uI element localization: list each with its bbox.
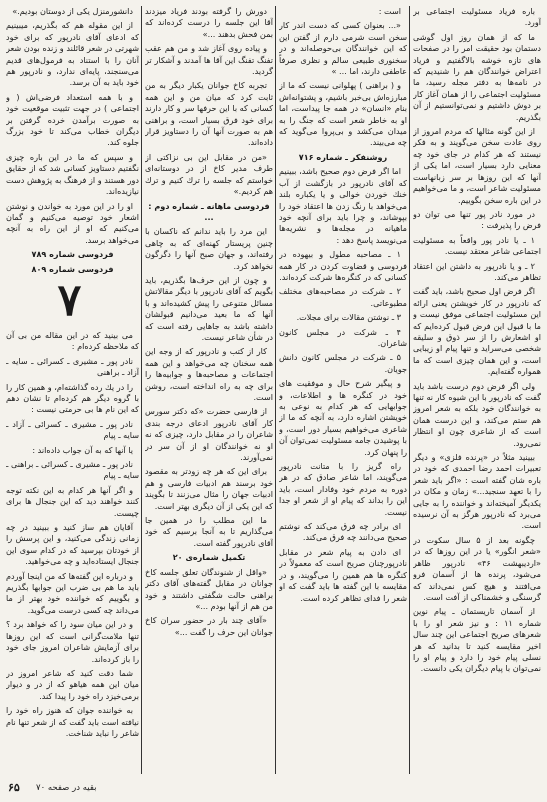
paragraph: ما كه از همان روز اول گوشی دستمان بود حقيقت امر را در صفحات های تازه خوشه بالاگفتيم و فرياد اعتراض خوانندگان هم را شنيديم كه در نامه‌ها به دفتر مجله رسيد، ما مسئوليت اجتماعی را از همان آغاز كار بر دوش داشتيم و نمی‌توانستيم از آن بگذريم. [413,31,541,122]
paragraph: ۳ ـ نوشتن مقالات برای مجلات. [296,312,401,323]
paragraph: ای برادر چه فرق می‌كند كه نوشتم صحيح می‌دانند چه فرق می‌كند. [279,521,407,543]
text-column-2 [279,6,407,776]
column-divider [409,6,410,774]
paragraph: و اگر آنها هر كدام به اين نكته توجه كنند خواهند ديد كه اين جنجال ها برای چيست. [6,484,139,518]
paragraph: ۱ ـ مصاحبه مطول و بيهوده در فردوسی و قضاوت كردن در كار همه كسانی كه در كنگره‌ها شركت كرده‌اند. [279,249,407,282]
column-divider [141,6,142,774]
paragraph: نادر پور ـ مشيری ـ كسرائی ـ براهنی ـ سايه ـ پيام [6,459,139,481]
continued-note: بقيه در صفحه ۷۰ [36,783,97,793]
text-column-1 [413,6,541,776]
paragraph: آقايان هم ساز كنيد و ببينيد در چه زمانی زندگی می‌كنيد، و اين پرسش را از خودتان بپرسيد كه در كدام سوی اين جنجال ايستاده‌ايد و چه می‌خواهيد. [6,522,139,567]
paragraph: بيينيد مثلاً در «پرنده فلزی» و ديگر تعبيرات احمد رضا احمدی كه خود در باره شان گفته است : «اگر بايد شعر را با تعهد سنجيد...» زمان و مكان در يكديگر آميخته‌اند و خواننده را به جايی می‌برد كه نادرپور هرگز به آن نرسيده است. [413,452,541,531]
paragraph: و سپس كه ما در اين باره چيزی نگفتيم دستاويز كسانی شد كه از حقايق دور هستند و از فرهنگ به پژوهش دست نيازيده‌اند. [6,151,139,197]
page-number: ۶۵ [8,781,20,794]
paragraph: به خواننده جوان كه هنوز راه خود را نيافته است بايد گفت كه از شعر تنها نام شاعر را نبايد شناخت. [6,705,139,738]
paragraph: ما اين مطلب را در همين جا می‌گذاريم تا به آنجا برسيم كه خود آقای نادرپور گفته است. [145,515,273,548]
paragraph: «واقل از شنوندگان تعلق جلسه كاخ جوانان در مقابل گفته‌های آقای دكتر براهنی حالت شگفتی داشتند و خود من هم از آنها بودم ...» [145,566,273,611]
paragraph: «آقای چند بار در حضور سران كاخ جوانان اين حرف را گفت ...» [145,615,273,637]
paragraph: او را در اين مورد به خواندن و نوشتن اشعار خود توصيه می‌كنيم و گمان می‌كنيم كه او از اين راه به آنچه می‌خواهد برسد. [6,200,139,245]
paragraph: اگر فرض اول صحيح باشد، بايد گفت كه نادرپور در كار خويشتن يعنی ارائه اين مسئوليت اجتماعی موفق نيست و ما با قبول اين فرض قبول كرده‌ايم كه او اشعارش را از سر ذوق و سليقه شخصی می‌سرايد و تنها پيام او زيبايی است، و اين همان چيزی است كه ما همواره گفته‌ايم. [413,286,541,377]
paragraph: را در يك رده گذاشته‌ام، و همين كار را با گروه ديگر هم كرده‌ام تا نشان دهم كه اين نام ها بی حرمتی نيست : [6,381,139,415]
paragraph: اين مرد را بايد ندانم كه ناكسان با چنين پريستار كهنه‌ای كه به چاهی رفته‌اند، و جهان صبح آنها را دگرگون نخواهد كرد. [145,226,273,271]
paragraph: و درباره اين گفته‌ها كه من اينجا آوردم بايد ما هم بی ضرب اين جوابها بگذريم و بگوييم كه خواننده خود بهتر از ما می‌داند چه كسی درست می‌گويد. [6,570,139,615]
paragraph: دانشورمنزل يكی از دوستان بوديم.» [12,6,133,16]
text-column-3 [145,6,273,776]
paragraph: تجربه كاخ جوانان يكبار ديگر به من ثابت كرد كه ميان من و اين همه كسانی كه با اين حرفها سر و كار دارند برای خود فرق بسيار است، و براهنی هم به صورت آنها آن را دستاويز قرار داده‌اند. [145,80,273,148]
paragraph: از آسمان تاريستمان ـ پيام نوين شماره ۱۱ : و نيز شعر او را با شعرهای صريح اجتماعی اين چند سال اخير مقايسه كنيد تا بدانيد كه هر نسلی پيام خود را دارد و پيام او را نمی‌توان با پيام ديگران يكی دانست. [413,606,541,674]
paragraph: نادر پور ـ مشيری ـ كسرائی ـ سايه ـ آزاد ـ براهنی [6,355,139,378]
text-column-4 [6,6,139,776]
paragraph: ولی اگر فرض دوم درست باشد بايد گفت كه نادرپور با اين شيوه كار نه تنها به خوانندگان خود بلكه به شعر امروز هم ستم می‌كند، و اين درست همان است كه از شاعری چون او انتظار نمی‌رود. [413,380,541,448]
paragraph: ۲ ـ و يا نادرپور به داشتن اين اعتقاد تظاهر می‌كند. [413,260,541,282]
paragraph: ۴ ـ شركت در مجلس كانون شاعران. [279,326,407,348]
paragraph: از اين مقوله هم كه بگذريم، ميبينيم كه ادعای آقای نادرپور كه برای خود شهرتی در شعر قائلند و زنده بودن شعر آنان را با استناد به فرمول‌های قديم می‌سنجند، پايه‌ای ندارد، و نادرپور هم خود بايد به آن برسد. [6,20,139,88]
paragraph: ۱ ـ يا نادر پور واقعاً به مسئوليت اجتماعی شاعر معتقد نيست. [413,234,541,257]
section-number: ۷ [57,274,82,326]
paragraph: ۵ ـ شركت در مجلس كانون دانش جويان. [279,352,407,374]
paragraph: چگونه بعد از ۵ سال سكوت در «شعر انگور» يا در اين روزها كه در «ارديبهشت ۴۶» نادرپور ظاهر می‌شود، پرنده ها از آسمان فرو می‌افتند و هيچ كس نمی‌داند كه گرسنگی و خشمناكی از آفت است. [413,534,541,602]
paragraph: باره فرياد مسئوليت اجتماعی بر آورد. [413,6,541,28]
paragraph: می بينيد كه در اين مقاله من بی آن كه ملاحظه كرده‌ام : [6,329,139,352]
paragraph: فردوسی ماهانه ـ شماره دوم : ... [148,200,270,222]
paragraph: دورش را گرفته بودند فرياد ميزدند آقا اين جلسه را درست كرده‌اند كه بمن فحش بدهند ...» [145,6,273,39]
paragraph: و با همه استعداد فرضی‌اش ( و اجتماعی ) در جهت تثبيت موقعيت خود به صورت برآمدن خرده گرفتن بر ديگران خطاب می‌كند تا خود بزرگ جلوه كند. [6,91,139,148]
paragraph: فردوسی شماره ۸۰۹ [31,263,114,274]
paragraph: از فارسی حضرت «كه دكتر سورس كار آقای نادرپور ادعای درجه بندی شاعران را در مقابل دارد، چيزی كه نه او نه خوانندگان او از آن سر در نمی‌آورند. [145,406,273,463]
paragraph: راه گريز را با متانت نادرپور می‌گويند، اما شاعر صادق كه در هر دوره به مردم خود وفادار است، بايد اين را بداند كه پيام او از شعر او جدا نيست. [279,461,407,517]
paragraph: نادر پور ـ مشيری ـ كسرائی ـ آزاد ـ سايه ـ پيام [6,418,139,441]
paragraph: است : [378,6,401,16]
paragraph: روشنفكر ـ شماره ۷۱۶ [298,151,388,162]
paragraph: و در اين ميان سود را كه خواهد برد ؟ تنها ملامت‌گرانی است كه اين روزها برای آزمايش شاعران امروز جای خود را باز كرده‌اند. [6,619,139,664]
page-footer [8,780,539,796]
paragraph: و پيگير شرح حال و موفقيت های خود در كنگره ها و اطلاعات، و جوابهايی كه هر كدام به نوعی به خويشتن اشاره دارد، به آنچه كه ما از شاعری می‌خواهيم بسيار دور است، و با پوشيدن جامه مسئوليت نمی‌توان آن را پنهان كرد. [279,378,407,457]
paragraph: از اين گونه مثالها كه مردم امروز از روی عادت سخن می‌گويند و به فكر نيستند كه هر كدام در جای خود چه معنايی دارد بسيار است، اما يكی از آنها كه اين روزها بر سر زبانهاست مسئوليت شاعر است، و ما می‌خواهيم در اين باره سخن بگوييم. [413,126,541,205]
paragraph: ای دادن به پيام شعر در مقابل نادرپورچنان صريح است كه معمولاً در كنگره ها هم همين را می‌گويند، و در مقايسه با اين گفته ها بايد گفت كه او شعر را فدای تظاهر كرده است. [279,546,407,603]
column-divider [275,6,276,774]
paragraph: شما دقت كنيد كه شاعر امروز در ميان اين همه هياهو كه از در و ديوار برمی‌خيزد راه خود را پيدا كند. [6,667,139,701]
paragraph: ۲ ـ شركت در مصاحبه‌های مختلف مطبوعاتی. [279,286,407,308]
paragraph: و چون از اين حرف‌ها بگذريم، بايد بگويم كه آقای نادرپور با ديگر مقالاتش مسائل متنوعی را پيش كشيده‌اند و با آنها كه ما بعيد می‌دانيم قبولشان داشته باشد به جاهايی رفته است كه در شأن شاعر نيست. [145,274,273,342]
paragraph: و پياده روی آغاز شد و من هم عقب تفنگ تفنگ اين آقا ها آمدند و آشكار تر گرديد. [145,43,273,77]
paragraph: و ( براهنی ) پهلوانی نيست كه ما از مبارزه‌اش بی‌خبر باشيم، و پشتوانه‌اش بنام «انسان» در همه جا پيداست، اما او به خاطر شعر است كه جنگ را به ميدان می‌كشد و بی‌پروا می‌گويد كه چه می‌بيند. [279,80,407,148]
paragraph: برای اين كه هر چه زودتر به مقصود خود برسند هم ادبيات فارسی و هم ادبيات جهان را مثال می‌زنند تا بگويند كه اين يكی از آن ديگری بهتر است. [145,466,273,511]
paragraph: در مورد نادر پور تنها می توان دو فرض را پذيرفت : [413,208,541,231]
paragraph: اما اگر فرض دوم صحيح باشد، ببينيم كه آقای نادرپور در بازگشت از آب خنك خوردن خوالی و يا يكباره بلند می‌خواهد با رنگ زدن ها اعتقاد خود را بپوشاند، و چرا بايد برای آنچه خود ماهيانه در مجله‌ها و نشريه‌ها می‌نويسد پاسخ دهد : [279,166,407,245]
paragraph: يا آنها كه به آن جواب داده‌اند : [32,444,133,455]
paragraph: «... بعنوان كسی كه دست اندر كار سخن است شرمی دارم از گفتن اين كه اين خوانندگان بی‌حوصله‌اند و در سخنوری طبيعی سالم و نظری صرفاً عاطفی دارند، اما ... » [279,20,407,77]
paragraph: فردوسی شماره ۷۸۹ [31,249,114,260]
paragraph: كار از كتب و نادرپور كه از وجه اين همه سخنان چه می‌خواهد و اين همه اجتماعات و مصاحبه‌ها و جوابيه‌ها را برای چه به راه انداخته است، روشن است. [145,346,273,402]
paragraph: «من در مقابل اين بی نزاكتی از طرف مدير كاخ از در دوستانه‌ای خواستم كه جلسه را ترك كنيم و ترك هم كرديم.» [145,151,273,197]
paragraph: تكميل شماره‌ی ۲۰ [172,552,246,563]
